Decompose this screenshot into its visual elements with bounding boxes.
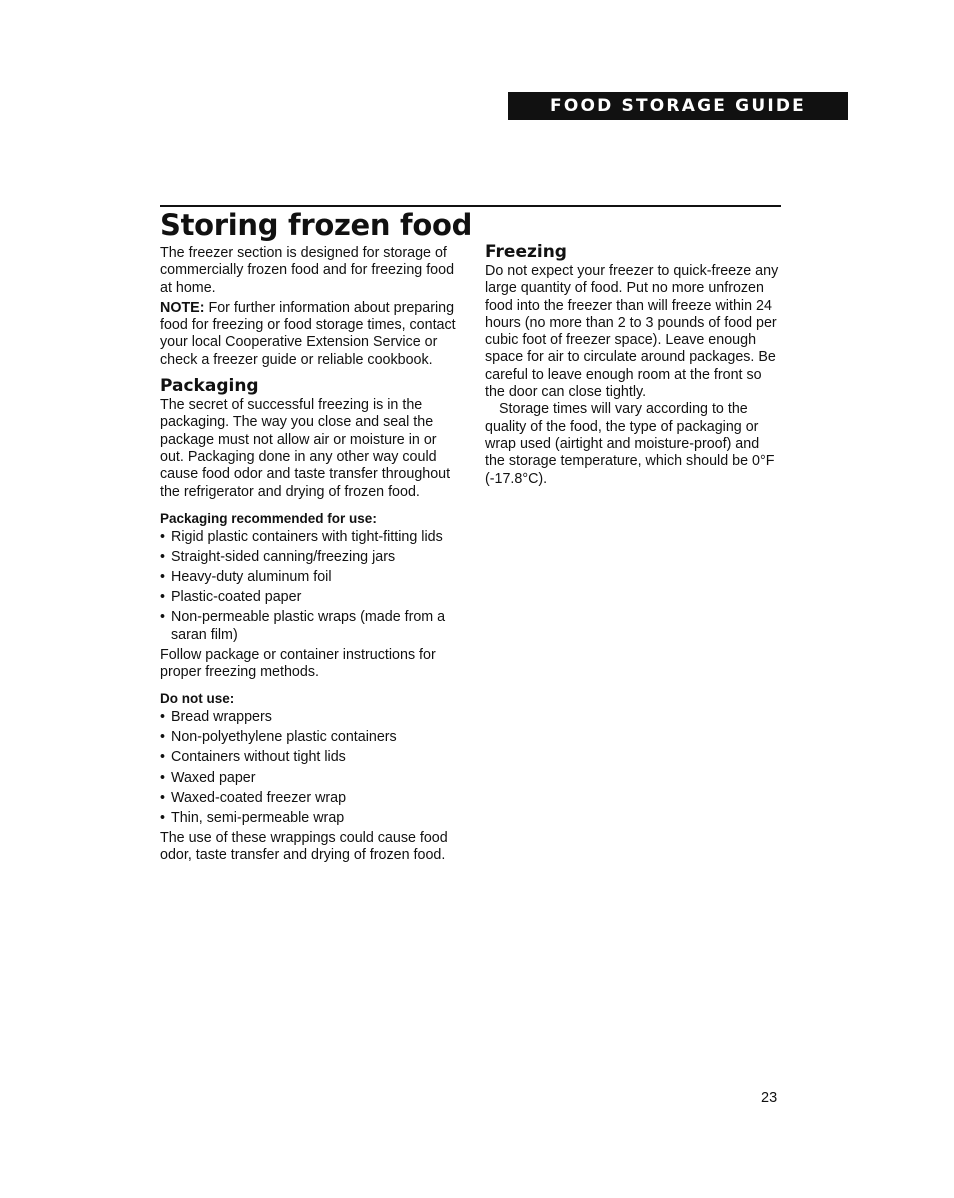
storage-times-paragraph: Storage times will vary according to the quality of the food, the type of packaging or wrap used (airtight and moisture-proof) and the storage temperature, which should be 0°F (-17.8°C). xyxy=(485,401,775,487)
recommended-list xyxy=(160,529,460,644)
follow-instructions-text: Follow package or container instructions for proper freezing methods. xyxy=(160,646,436,680)
packaging-body: The secret of successful freezing is in the packaging. The way you close and seal the package must not allow air or moisture in or out. Packaging done in any other way could cause food odor and taste transfer throughout the refrigerator and drying of frozen food. xyxy=(160,397,451,500)
note-paragraph xyxy=(160,300,460,369)
list-item: • Non-polyethylene plastic containers xyxy=(160,729,460,746)
right-column xyxy=(485,241,780,488)
freezing-heading: Freezing xyxy=(485,242,567,262)
section-header-label: FOOD STORAGE GUIDE xyxy=(550,96,806,116)
page-title: Storing frozen food xyxy=(160,208,473,242)
freezing-body: Do not expect your freezer to quick-freeze any large quantity of food. Put no more unfrozen food into the freezer than will freeze within 24 hours (no more than 2 to 3 pounds of food per cubic foot of freezer space). Leave enough space for air to circulate around packages. Be careful to leave enough room at the front so the door can close tightly. xyxy=(485,263,779,401)
list-item: • Heavy-duty aluminum foil xyxy=(160,569,460,586)
page-number: 23 xyxy=(761,1090,778,1106)
list-item: • Bread wrappers xyxy=(160,709,460,726)
list-item: • Thin, semi-permeable wrap xyxy=(160,810,460,827)
left-column xyxy=(160,245,460,864)
packaging-heading: Packaging xyxy=(160,376,259,397)
list-item: • Waxed-coated freezer wrap xyxy=(160,790,460,807)
note-label: NOTE: xyxy=(160,299,205,316)
note-text: For further information about preparing food for freezing or food storage times, contact your local Cooperative Extension Service or check a freezer guide or reliable cookbook. xyxy=(160,299,456,368)
list-item: • Rigid plastic containers with tight-fitting lids xyxy=(160,529,460,546)
do-not-use-list xyxy=(160,709,460,827)
closing-paragraph: The use of these wrappings could cause food odor, taste transfer and drying of frozen food. xyxy=(160,829,448,864)
list-item: • Containers without tight lids xyxy=(160,749,460,766)
intro-paragraph: The freezer section is designed for storage of commercially frozen food and for freezing food at home. xyxy=(160,245,455,296)
recommended-label: Packaging recommended for use: xyxy=(160,510,377,526)
section-header-bar xyxy=(508,92,848,120)
list-item: • Waxed paper xyxy=(160,770,460,787)
list-item: • Non-permeable plastic wraps (made from a saran film) xyxy=(160,609,460,644)
do-not-use-label: Do not use: xyxy=(160,691,235,707)
list-item: • Straight-sided canning/freezing jars xyxy=(160,549,460,566)
list-item: • Plastic-coated paper xyxy=(160,589,460,606)
